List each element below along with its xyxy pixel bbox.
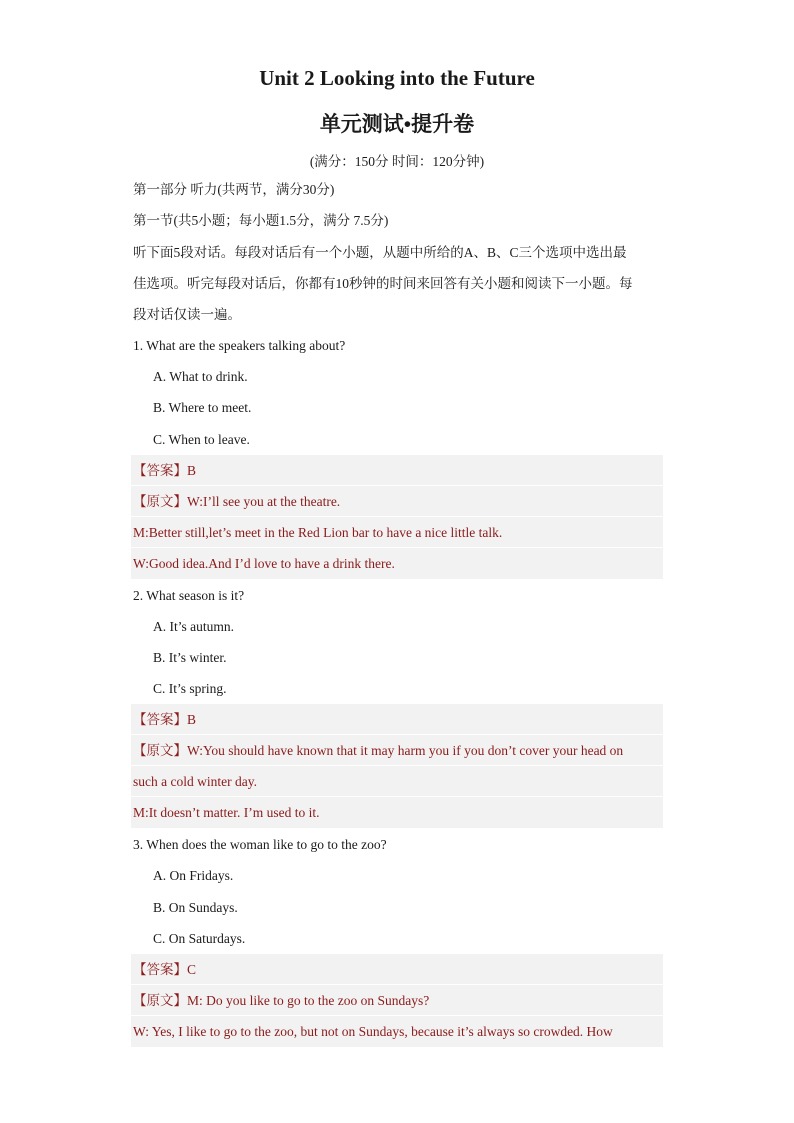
instruction-line: 段对话仅读一遍。 xyxy=(133,307,241,322)
q2-answer: 【答案】B xyxy=(131,704,663,735)
q1-transcript-line: W:Good idea.And I’d love to have a drink there. xyxy=(131,548,663,579)
q1-answer-block xyxy=(131,455,663,579)
q3-option-b: B. On Sundays. xyxy=(153,900,238,915)
q2-option-c: C. It’s spring. xyxy=(153,681,227,696)
question-1: 1. What are the speakers talking about? xyxy=(133,338,346,353)
q1-transcript-line: 【原文】W:I’ll see you at the theatre. xyxy=(131,486,663,517)
q2-option-b: B. It’s winter. xyxy=(153,650,227,665)
q2-option-a: A. It’s autumn. xyxy=(153,619,234,634)
instruction-line: 听下面5段对话。每段对话后有一个小题，从题中所给的A、B、C三个选项中选出最 xyxy=(133,245,627,260)
instructions xyxy=(133,237,663,330)
instruction-line: 佳选项。听完每段对话后，你都有10秒钟的时间来回答有关小题和阅读下一小题。每 xyxy=(133,276,633,291)
q2-transcript-line: M:It doesn’t matter. I’m used to it. xyxy=(131,797,663,828)
test-subtitle: 单元测试•提升卷 xyxy=(319,112,475,136)
q3-transcript-line: W: Yes, I like to go to the zoo, but not on Sundays, because it’s always so crowded. How xyxy=(131,1016,663,1047)
q3-answer: 【答案】C xyxy=(131,954,663,985)
q1-option-a: A. What to drink. xyxy=(153,369,248,384)
q1-transcript-line: M:Better still,let’s meet in the Red Lion bar to have a nice little talk. xyxy=(131,517,663,548)
q3-answer-block xyxy=(131,954,663,1047)
section-heading: 第一节(共5小题；每小题1.5分，满分 7.5分) xyxy=(133,213,389,228)
q2-transcript-line: such a cold winter day. xyxy=(131,766,663,797)
q3-option-a: A. On Fridays. xyxy=(153,868,234,883)
q2-answer-block xyxy=(131,704,663,828)
q1-answer: 【答案】B xyxy=(131,455,663,486)
score-time-info: (满分：150分 时间：120分钟) xyxy=(309,154,485,169)
part-heading: 第一部分 听力(共两节，满分30分) xyxy=(133,182,335,197)
q1-option-b: B. Where to meet. xyxy=(153,400,252,415)
q1-option-c: C. When to leave. xyxy=(153,432,250,447)
q2-transcript-line: 【原文】W:You should have known that it may harm you if you don’t cover your head on xyxy=(131,735,663,766)
question-2: 2. What season is it? xyxy=(133,588,245,603)
question-3: 3. When does the woman like to go to the zoo? xyxy=(133,837,387,852)
unit-title: Unit 2 Looking into the Future xyxy=(259,66,535,90)
q3-transcript-line: 【原文】M: Do you like to go to the zoo on Sundays? xyxy=(131,985,663,1016)
q3-option-c: C. On Saturdays. xyxy=(153,931,246,946)
